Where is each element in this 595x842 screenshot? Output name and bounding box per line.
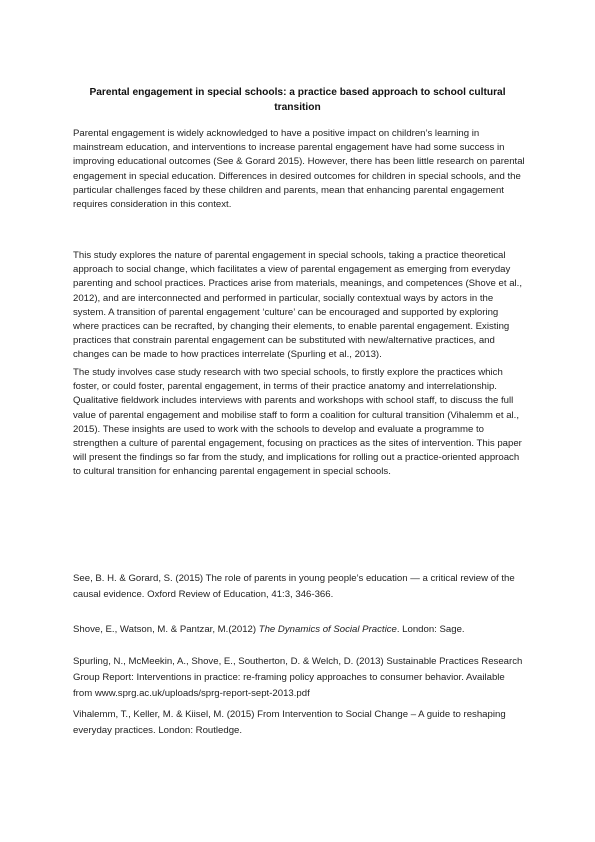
reference-see-gorard: See, B. H. & Gorard, S. (2015) The role of parents in young people’s education — a critical review of the causal evidence. Oxford Review of Education, 41:3, 346-366. bbox=[73, 573, 515, 600]
reference-shove-publisher: . London: Sage. bbox=[396, 624, 465, 635]
reference-shove-authors: Shove, E., Watson, M. & Pantzar, M.(2012) bbox=[73, 624, 259, 635]
paper-title: Parental engagement in special schools: a practice based approach to school cultural transition bbox=[89, 87, 506, 113]
reference-shove bbox=[73, 622, 525, 638]
reference-vihalemm: Vihalemm, T., Keller, M. & Kiisel, M. (2015) From Intervention to Social Change – A guide to reshaping everyday practices. London: Routledge. bbox=[73, 709, 506, 736]
reference-spurling: Spurling, N., McMeekin, A., Shove, E., Southerton, D. & Welch, D. (2013) Sustainable Practices Research Group Report: Interventions in practice: re-framing policy approaches to consumer behavior. Available from www.sprg.ac.uk/uploads/sprg-report-sept-2013.pdf bbox=[73, 656, 523, 699]
reference-shove-book-title: The Dynamics of Social Practice bbox=[258, 624, 397, 635]
abstract-paragraph-3: The study involves case study research with two special schools, to firstly explore the practices which foster, or could foster, parental engagement, in terms of their practice anatomy and interrelationship. Qualitative fieldwork includes interviews with parents and workshops with school staff, to discuss the full value of parental engagement and mobilise staff to form a coalition for cultural transition (Vihalemm et al., 2015). These insights are used to work with the schools to develop and evaluate a programme to strengthen a culture of parental engagement, focusing on practices as the sites of intervention. This paper will present the findings so far from the study, and implications for rolling out a practice-oriented approach to cultural transition for enhancing parental engagement in special schools. bbox=[73, 367, 522, 478]
abstract-paragraph-2: This study explores the nature of parental engagement in special schools, taking a practice theoretical approach to social change, which facilitates a view of parental engagement as emerging from everyday parenting and school practices. Practices arise from materials, meanings, and competences (Shove et al., 2012), and are interconnected and performed in particular, socially contextual ways by actors in the system. A transition of parental engagement ‘culture’ can be encouraged and supported by exploring where practices can be recrafted, by changing their elements, to enable parental engagement. Existing practices that constrain parental engagement can be substituted with new/alternative practices, and changes can be made to how practices interrelate (Spurling et al., 2013). bbox=[73, 250, 522, 361]
abstract-paragraph-1: Parental engagement is widely acknowledged to have a positive impact on children’s learning in mainstream education, and interventions to increase parental engagement have had some success in improving educational outcomes (See & Gorard 2015). However, there has been little research on parental engagement in special education. Differences in desired outcomes for children in special schools, and the particular challenges faced by these children and parents, mean that enhancing parental engagement requires consideration in this context. bbox=[73, 128, 525, 211]
